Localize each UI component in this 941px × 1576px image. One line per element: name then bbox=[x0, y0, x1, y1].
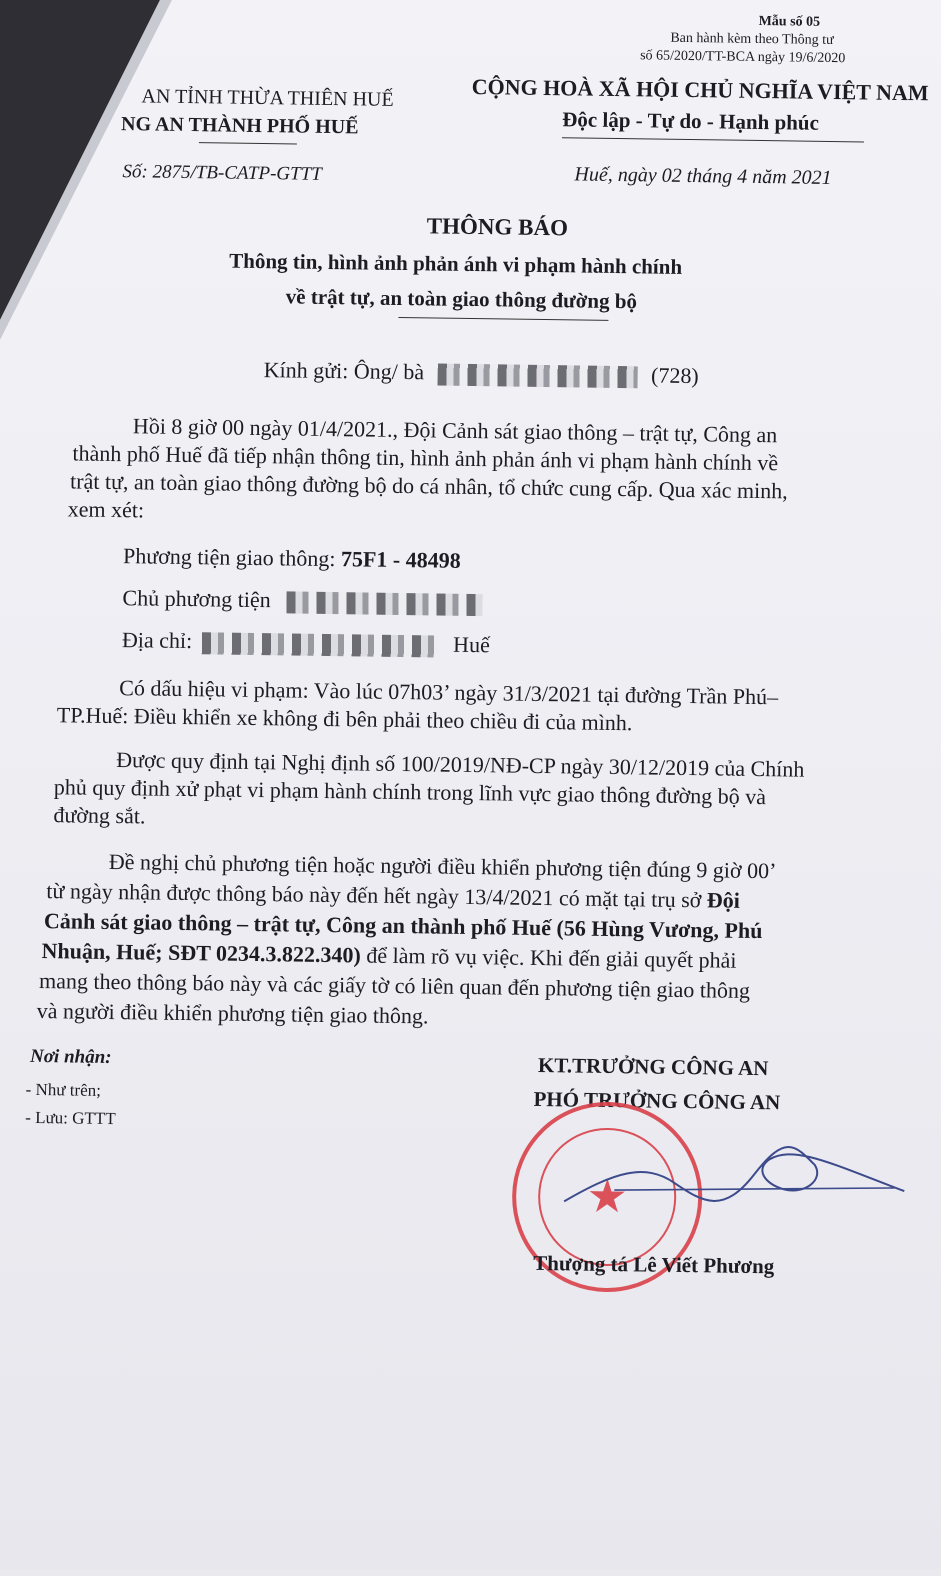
vehicle-plate: 75F1 - 48498 bbox=[340, 546, 461, 573]
p4-line4-text: để làm rõ vụ việc. Khi đến giải quyết phải bbox=[366, 942, 737, 973]
p1-line4: xem xét: bbox=[67, 496, 145, 523]
recipient-name-redacted bbox=[437, 363, 637, 388]
signer-name: Thượng tá Lê Viết Phương bbox=[533, 1250, 775, 1279]
owner-line bbox=[122, 585, 482, 616]
signature-line1: KT.TRƯỞNG CÔNG AN bbox=[537, 1052, 769, 1081]
nation-title: CỘNG HOÀ XÃ HỘI CHỦ NGHĨA VIỆT NAM bbox=[471, 73, 929, 106]
agency-line2: NG AN THÀNH PHỐ HUẾ bbox=[120, 113, 359, 139]
notice-subtitle2: về trật tự, an toàn giao thông đường bộ bbox=[285, 284, 638, 314]
p1-line3: trật tự, an toàn giao thông đường bộ do cá nhân, tổ chức cung cấp. Qua xác minh, bbox=[69, 468, 788, 504]
notice-subtitle1: Thông tin, hình ảnh phản ánh vi phạm hành chính bbox=[229, 248, 683, 279]
agency-underline bbox=[199, 142, 297, 144]
recipients-item-2: - Lưu: GTTT bbox=[25, 1107, 116, 1129]
form-issued-line2: số 65/2020/TT-BCA ngày 19/6/2020 bbox=[640, 48, 846, 67]
p1-line1: Hồi 8 giờ 00 ngày 01/4/2021., Đội Cảnh sát giao thông – trật tự, Công an bbox=[132, 413, 778, 448]
p4-line6: và người điều khiển phương tiện giao thông. bbox=[36, 997, 429, 1029]
recipient-label: Kính gửi: Ông/ bà bbox=[263, 357, 425, 385]
p4-line5: mang theo thông báo này và các giấy tờ có liên quan đến phương tiện giao thông bbox=[38, 968, 751, 1003]
p4-line2-text: từ ngày nhận được thông báo này đến hết ngày 13/4/2021 có mặt tại trụ sở bbox=[46, 878, 702, 913]
address-redacted bbox=[201, 632, 437, 657]
place-date: Huế, ngày 02 tháng 4 năm 2021 bbox=[574, 163, 832, 189]
signature-line2: PHÓ TRƯỞNG CÔNG AN bbox=[533, 1086, 781, 1115]
subtitle-underline bbox=[398, 317, 608, 321]
p3-line2: phủ quy định xử phạt vi phạm hành chính trong lĩnh vực giao thông đường bộ và bbox=[53, 774, 767, 810]
recipient-line bbox=[264, 357, 699, 389]
p4-line4-bold: Nhuận, Huế; SĐT 0234.3.822.340) bbox=[41, 938, 361, 968]
p3-line3: đường sắt. bbox=[53, 802, 146, 829]
recipients-title: Nơi nhận: bbox=[29, 1045, 112, 1069]
p3-line1: Được quy định tại Nghị định số 100/2019/NĐ-CP ngày 30/12/2019 của Chính bbox=[116, 747, 805, 782]
address-label: Địa chỉ: bbox=[121, 627, 193, 654]
address-suffix: Huế bbox=[452, 631, 490, 658]
p4-line2-bold: Đội bbox=[706, 887, 741, 913]
handwritten-signature bbox=[554, 1131, 915, 1236]
p4-line4 bbox=[41, 938, 736, 974]
recipients-item-1: - Như trên; bbox=[25, 1079, 102, 1100]
p2-line1: Có dấu hiệu vi phạm: Vào lúc 07h03’ ngày 31/3/2021 tại đường Trần Phú– bbox=[119, 675, 779, 710]
notice-title: THÔNG BÁO bbox=[426, 213, 569, 241]
address-line bbox=[122, 627, 490, 658]
owner-label: Chủ phương tiện bbox=[122, 585, 271, 613]
p1-line2: thành phố Huế đã tiếp nhận thông tin, hình ảnh phản ánh vi phạm hành chính về bbox=[72, 440, 779, 476]
p4-line1: Đề nghị chủ phương tiện hoặc người điều khiển phương tiện đúng 9 giờ 00’ bbox=[108, 848, 777, 884]
p2-line2: TP.Huế: Điều khiển xe không đi bên phải theo chiều đi của mình. bbox=[56, 702, 633, 736]
nation-motto: Độc lập - Tự do - Hạnh phúc bbox=[562, 107, 820, 135]
recipient-suffix: (728) bbox=[650, 362, 699, 389]
form-number: Mẫu số 05 bbox=[758, 13, 821, 30]
doc-number: Số: 2875/TB-CATP-GTTT bbox=[122, 161, 322, 185]
owner-name-redacted bbox=[286, 591, 482, 616]
agency-line1: AN TỈNH THỪA THIÊN HUẾ bbox=[141, 85, 394, 111]
p4-line2 bbox=[46, 878, 740, 914]
p4-line3: Cảnh sát giao thông – trật tự, Công an thành phố Huế (56 Hùng Vương, Phú bbox=[43, 908, 763, 944]
vehicle-line bbox=[123, 543, 461, 574]
vehicle-label: Phương tiện giao thông: bbox=[122, 543, 336, 572]
form-issued-line1: Ban hành kèm theo Thông tư bbox=[670, 30, 834, 49]
motto-underline bbox=[562, 137, 864, 142]
stamp-star-icon: ★ bbox=[586, 1170, 629, 1223]
